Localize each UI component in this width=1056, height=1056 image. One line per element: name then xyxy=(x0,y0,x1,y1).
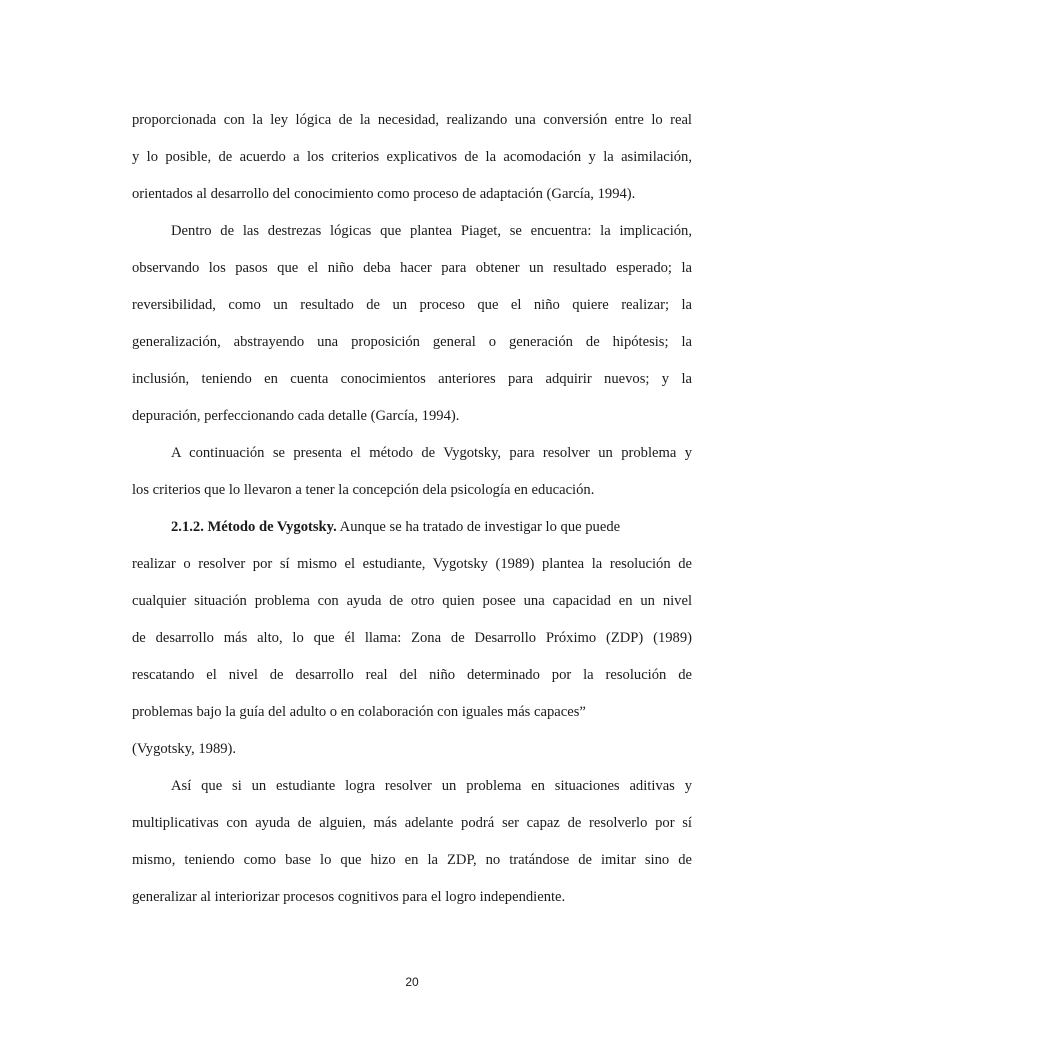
text-line: mismo, teniendo como base lo que hizo en la ZDP, no tratándose de imitar sino de xyxy=(132,852,692,868)
text-line: de desarrollo más alto, lo que él llama: Zona de Desarrollo Próximo (ZDP) (1989) xyxy=(132,630,692,646)
text-line: cualquier situación problema con ayuda de otro quien posee una capacidad en un nivel xyxy=(132,593,692,609)
text-line: generalizar al interiorizar procesos cognitivos para el logro independiente. xyxy=(132,889,566,905)
paragraph-start-line: A continuación se presenta el método de Vygotsky, para resolver un problema y xyxy=(171,445,692,461)
text-line: observando los pasos que el niño deba hacer para obtener un resultado esperado; la xyxy=(132,260,692,276)
text-line: realizar o resolver por sí mismo el estudiante, Vygotsky (1989) plantea la resolución de xyxy=(132,556,692,572)
text-line: depuración, perfeccionando cada detalle (García, 1994). xyxy=(132,408,460,424)
text-line: generalización, abstrayendo una proposición general o generación de hipótesis; la xyxy=(132,334,692,350)
text-line: reversibilidad, como un resultado de un proceso que el niño quiere realizar; la xyxy=(132,297,692,313)
paragraph-start-line: Dentro de las destrezas lógicas que plantea Piaget, se encuentra: la implicación, xyxy=(171,223,692,239)
text-line: proporcionada con la ley lógica de la necesidad, realizando una conversión entre lo real xyxy=(132,112,692,128)
text-line: inclusión, teniendo en cuenta conocimientos anteriores para adquirir nuevos; y la xyxy=(132,371,692,387)
paragraph-start-line: Así que si un estudiante logra resolver un problema en situaciones aditivas y xyxy=(171,778,692,794)
text-line: y lo posible, de acuerdo a los criterios explicativos de la acomodación y la asimilación, xyxy=(132,149,692,165)
text-line: orientados al desarrollo del conocimiento como proceso de adaptación (García, 1994). xyxy=(132,186,636,202)
text-line: rescatando el nivel de desarrollo real del niño determinado por la resolución de xyxy=(132,667,692,683)
text-line: los criterios que lo llevaron a tener la concepción dela psicología en educación. xyxy=(132,482,595,498)
heading-line-text: Aunque se ha tratado de investigar lo que puede xyxy=(339,519,621,535)
text-line: (Vygotsky, 1989). xyxy=(132,741,237,757)
page-number: 20 xyxy=(405,975,419,989)
text-line: multiplicativas con ayuda de alguien, más adelante podrá ser capaz de resolverlo por sí xyxy=(132,815,692,831)
text-line: problemas bajo la guía del adulto o en colaboración con iguales más capaces” xyxy=(132,704,586,720)
section-heading-line xyxy=(171,517,620,537)
section-heading: 2.1.2. Método de Vygotsky. xyxy=(171,519,337,535)
